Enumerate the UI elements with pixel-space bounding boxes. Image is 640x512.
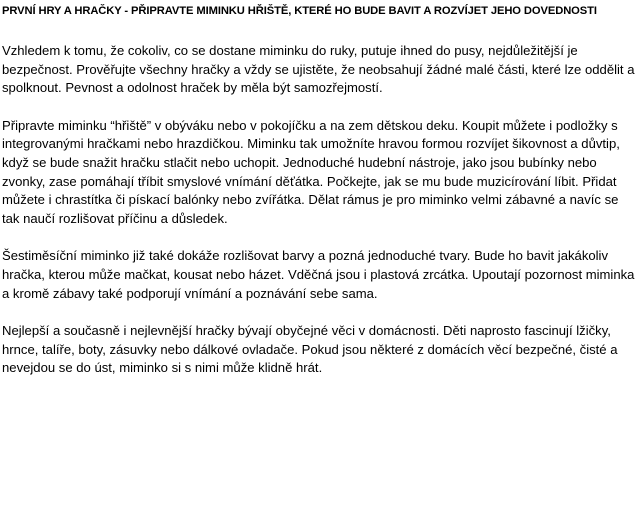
paragraph-playground: Připravte miminku “hřiště” v obýváku nebo v pokojíčku a na zem dětskou deku. Koupit můžete i podložky s integrovanými hračkami nebo hrazdičkou. Miminku tak umožníte hravou formou rozvíjet šikovnost a důvtip, když se bude snažit hračku stlačit nebo uchopit. Jednoduché hudební nástroje, jako jsou bubínky nebo zvonky, zase pomáhají tříbit smyslové vnímání děťátka. Počkejte, jak se mu bude muzicírování líbit. Přidat můžete i chrastítka či pískací balónky nebo zvířátka. Dělat rámus je pro miminko velmi zábavné a navíc se tak naučí rozlišovat příčinu a důsledek. bbox=[2, 117, 620, 226]
article-title: PRVNÍ HRY A HRAČKY - PŘIPRAVTE MIMINKU HŘIŠTĚ, KTERÉ HO BUDE BAVIT A ROZVÍJET JEHO DOVEDNOSTI bbox=[2, 5, 597, 17]
paragraph-safety: Vzhledem k tomu, že cokoliv, co se dostane miminku do ruky, putuje ihned do pusy, nejdůležitější je bezpečnost. Prověřujte všechny hračky a vždy se ujistěte, že neobsahují žádné malé části, které lze oddělit a spolknout. Pevnost a odolnost hraček by měla být samozřejmostí. bbox=[2, 43, 635, 96]
paragraph-six-months: Šestiměsíční miminko již také dokáže rozlišovat barvy a pozná jednoduché tvary. Bude ho bavit jakákoliv hračka, kterou může mačkat, kousat nebo házet. Vděčná jsou i plastová zrcátka. Upoutají pozornost miminka a kromě zábavy také podporují vnímání a poznávání sebe sama. bbox=[2, 248, 635, 301]
paragraph-household-items: Nejlepší a současně i nejlevnější hračky bývají obyčejné věci v domácnosti. Děti naprosto fascinují lžičky, hrnce, talíře, boty, zásuvky nebo dálkové ovladače. Pokud jsou některé z domácích věcí bezpečné, čisté a nevejdou se do úst, miminko si s nimi může klidně hrát. bbox=[2, 323, 618, 376]
